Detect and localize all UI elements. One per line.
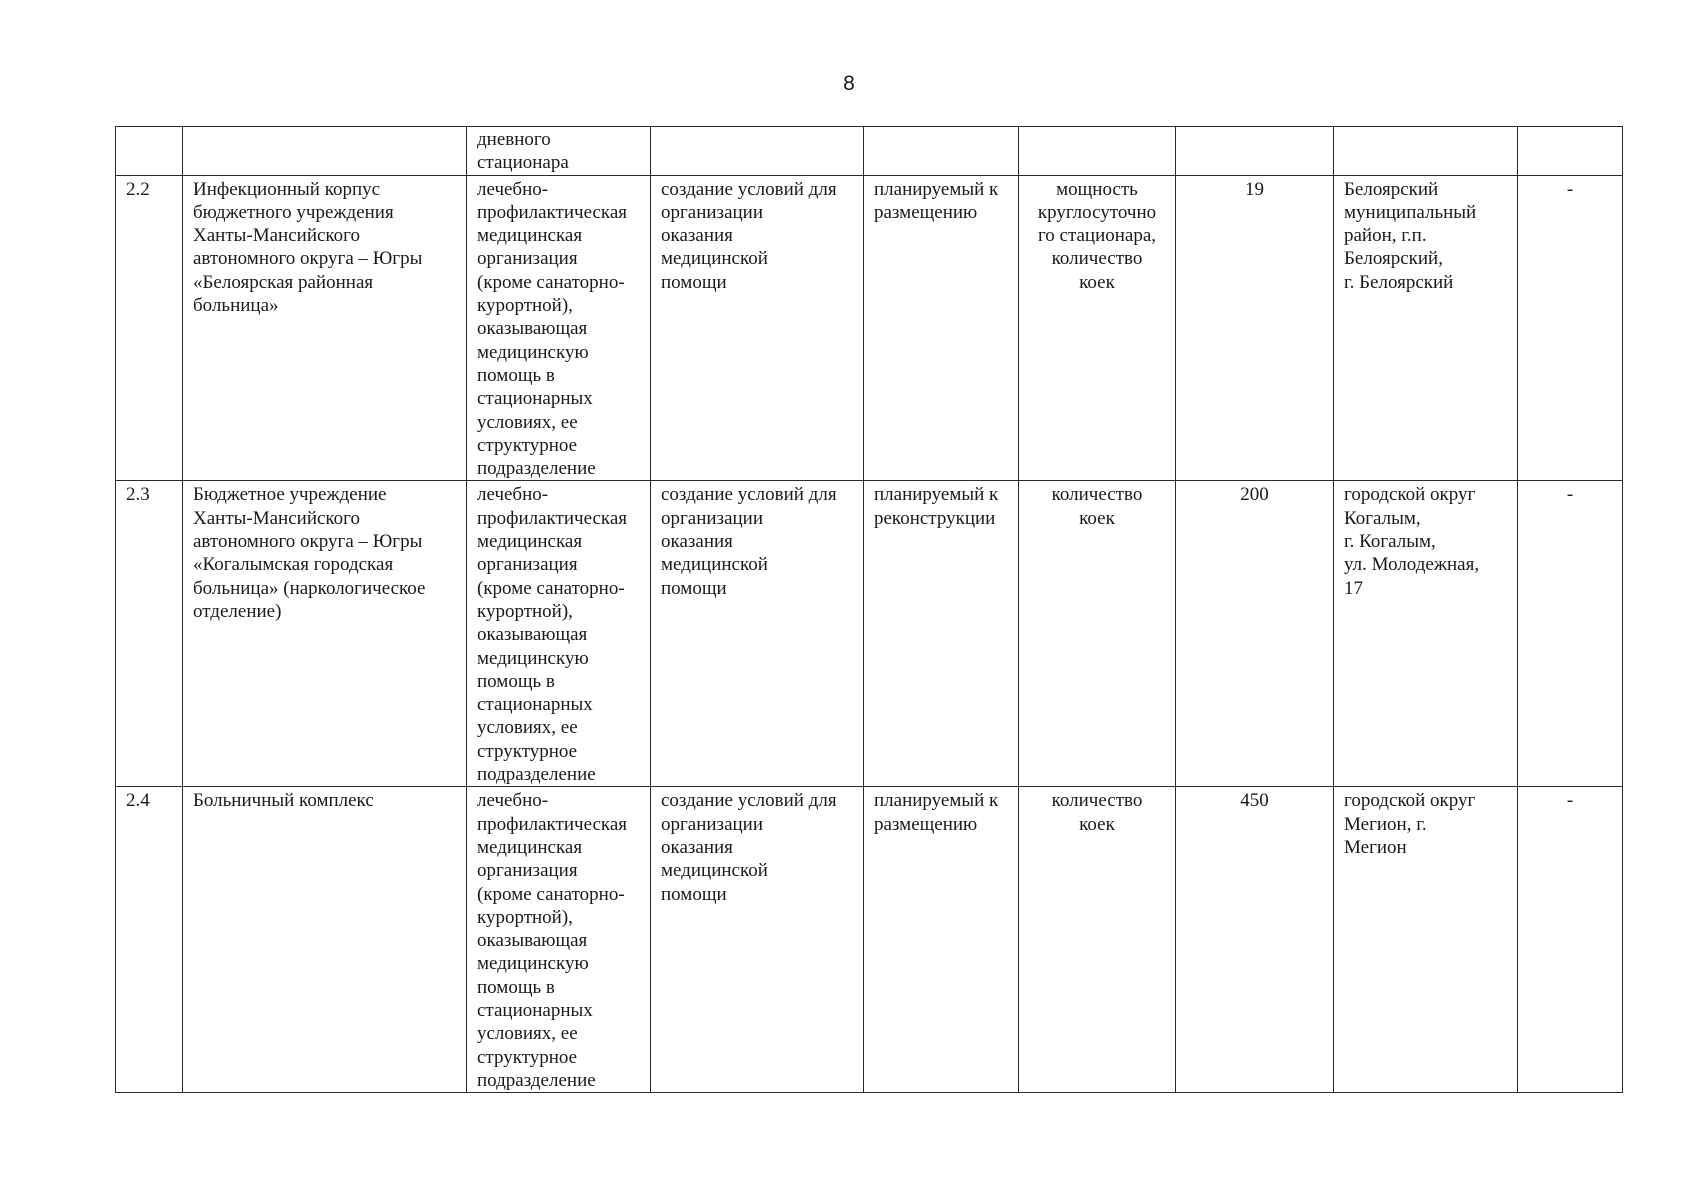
cell-text-line: лечебно-	[477, 484, 549, 506]
table-row-continuation	[116, 127, 1623, 176]
cell-text-line: профилактическая	[477, 507, 628, 529]
cell-purpose	[651, 787, 864, 1093]
cell-text-line: реконструкции	[874, 507, 996, 529]
cell-text-line: медицинской	[661, 860, 768, 882]
cell-text-line: «Когалымская городская	[193, 554, 394, 576]
table-row	[116, 175, 1623, 481]
cell-text-line: медицинская	[477, 531, 583, 553]
cell-text-line: Когалым,	[1344, 507, 1421, 529]
cell-text-line: коек	[1079, 271, 1115, 293]
cell-text-line: профилактическая	[477, 201, 628, 223]
cell-text-line: организации	[661, 813, 764, 835]
cell-text-line: подразделение	[477, 458, 596, 480]
cell-text-line: курортной),	[477, 295, 573, 317]
cell-characteristic	[1019, 175, 1176, 481]
cell-text-line: условиях, ее	[477, 411, 578, 433]
cell-text-line: городской округ	[1344, 790, 1476, 812]
cell-text-line: медицинская	[477, 225, 583, 247]
cell-text-line: лечебно-	[477, 178, 549, 200]
cell-text-line: мощность	[1056, 178, 1138, 200]
cell-text-line: структурное	[477, 434, 578, 456]
cell-text-line: дневного	[477, 129, 551, 150]
cell-text-line: организации	[661, 507, 764, 529]
cell-text-line: бюджетного учреждения	[193, 201, 394, 223]
cell-text-line: (кроме санаторно-	[477, 271, 625, 293]
cell-text-line: оказывающая	[477, 318, 588, 340]
cell-text-line: помощи	[661, 577, 727, 599]
cell-num: 2.4	[116, 787, 183, 1093]
cell-text-line: помощи	[661, 271, 727, 293]
cell-text-line: медицинскую	[477, 341, 589, 363]
cell-type	[467, 787, 651, 1093]
cell-name	[183, 127, 467, 176]
cell-text-line: оказывающая	[477, 930, 588, 952]
cell-text-line: стационарных	[477, 999, 593, 1021]
cell-text-line: медицинскую	[477, 953, 589, 975]
cell-text-line: лечебно-	[477, 790, 549, 812]
cell-status	[864, 175, 1019, 481]
cell-text-line: курортной),	[477, 906, 573, 928]
cell-text-line: больница» (наркологическое	[193, 577, 426, 599]
cell-text-line: создание условий для	[661, 484, 837, 506]
cell-characteristic	[1019, 127, 1176, 176]
cell-text-line: создание условий для	[661, 178, 837, 200]
cell-text-line: оказывающая	[477, 624, 588, 646]
cell-text-line: Ханты-Мансийского	[193, 225, 361, 247]
cell-text-line: профилактическая	[477, 813, 628, 835]
cell-note: -	[1518, 787, 1623, 1093]
cell-value: 19	[1176, 175, 1334, 481]
cell-value	[1176, 127, 1334, 176]
cell-characteristic	[1019, 787, 1176, 1093]
cell-text-line: условиях, ее	[477, 717, 578, 739]
cell-text-line: автономного округа – Югры	[193, 248, 423, 270]
cell-note: -	[1518, 175, 1623, 481]
cell-value: 200	[1176, 481, 1334, 787]
cell-name	[183, 175, 467, 481]
cell-purpose	[651, 175, 864, 481]
cell-text-line: количество	[1051, 790, 1143, 812]
cell-text-line: «Белоярская районная	[193, 271, 374, 293]
cell-value: 450	[1176, 787, 1334, 1093]
cell-text-line: подразделение	[477, 764, 596, 786]
cell-text-line: оказания	[661, 531, 733, 553]
cell-text-line: организации	[661, 201, 764, 223]
cell-text-line: коек	[1079, 813, 1115, 835]
cell-status	[864, 127, 1019, 176]
cell-location	[1334, 127, 1518, 176]
cell-text-line: стационарных	[477, 388, 593, 410]
cell-num: 2.2	[116, 175, 183, 481]
table-row	[116, 481, 1623, 787]
cell-text-line: г. Когалым,	[1344, 531, 1436, 553]
cell-text-line: условиях, ее	[477, 1023, 578, 1045]
cell-text-line: помощь в	[477, 364, 555, 386]
cell-text-line: Бюджетное учреждение	[193, 484, 387, 506]
cell-text-line: г. Белоярский	[1344, 271, 1454, 293]
objects-table	[115, 126, 1623, 1093]
cell-text-line: структурное	[477, 740, 578, 762]
cell-location	[1334, 175, 1518, 481]
cell-type	[467, 481, 651, 787]
cell-text-line: медицинскую	[477, 647, 589, 669]
cell-text-line: Белоярский,	[1344, 248, 1443, 270]
cell-text-line: Белоярский	[1344, 178, 1439, 200]
cell-text-line: отделение)	[193, 600, 282, 622]
cell-status	[864, 481, 1019, 787]
cell-text-line: размещению	[874, 201, 978, 223]
cell-text-line: городской округ	[1344, 484, 1476, 506]
cell-text-line: планируемый к	[874, 790, 999, 812]
cell-text-line: количество	[1051, 484, 1143, 506]
cell-text-line: Инфекционный корпус	[193, 178, 381, 200]
cell-type	[467, 175, 651, 481]
cell-text-line: Мегион	[1344, 836, 1407, 858]
cell-location	[1334, 481, 1518, 787]
cell-text-line: Мегион, г.	[1344, 813, 1427, 835]
cell-text-line: организация	[477, 248, 578, 270]
cell-text-line: помощь в	[477, 670, 555, 692]
cell-text-line: количество	[1051, 248, 1143, 270]
cell-num	[116, 127, 183, 176]
cell-text-line: Ханты-Мансийского	[193, 507, 361, 529]
cell-num: 2.3	[116, 481, 183, 787]
cell-purpose	[651, 481, 864, 787]
cell-purpose	[651, 127, 864, 176]
cell-text-line: помощи	[661, 883, 727, 905]
cell-text-line: помощь в	[477, 976, 555, 998]
cell-location	[1334, 787, 1518, 1093]
cell-name	[183, 481, 467, 787]
cell-text-line: создание условий для	[661, 790, 837, 812]
cell-text-line: (кроме санаторно-	[477, 577, 625, 599]
cell-text-line: структурное	[477, 1046, 578, 1068]
cell-text-line: медицинской	[661, 554, 768, 576]
cell-text-line: медицинская	[477, 836, 583, 858]
cell-text-line: 17	[1344, 577, 1363, 599]
cell-text-line: размещению	[874, 813, 978, 835]
page-number: 8	[843, 72, 855, 95]
cell-text-line: круглосуточно	[1037, 201, 1157, 223]
cell-text-line: (кроме санаторно-	[477, 883, 625, 905]
cell-text-line: медицинской	[661, 248, 768, 270]
cell-characteristic	[1019, 481, 1176, 787]
cell-text-line: планируемый к	[874, 484, 999, 506]
cell-text-line: стационарных	[477, 694, 593, 716]
cell-text-line: го стационара,	[1037, 225, 1157, 247]
cell-text-line: оказания	[661, 225, 733, 247]
cell-text-line: муниципальный	[1344, 201, 1477, 223]
cell-note: -	[1518, 481, 1623, 787]
table-row	[116, 787, 1623, 1093]
cell-text-line: ул. Молодежная,	[1344, 554, 1480, 576]
cell-note	[1518, 127, 1623, 176]
cell-text-line: организация	[477, 860, 578, 882]
cell-text-line: подразделение	[477, 1069, 596, 1091]
cell-text-line: больница»	[193, 295, 279, 317]
cell-status	[864, 787, 1019, 1093]
cell-text-line: Больничный комплекс	[193, 790, 374, 812]
cell-text-line: планируемый к	[874, 178, 999, 200]
cell-text-line: организация	[477, 554, 578, 576]
cell-text-line: коек	[1079, 507, 1115, 529]
cell-type	[467, 127, 651, 176]
cell-name	[183, 787, 467, 1093]
cell-text-line: курортной),	[477, 600, 573, 622]
cell-text-line: район, г.п.	[1344, 225, 1427, 247]
cell-text-line: стационара	[477, 152, 569, 174]
cell-text-line: автономного округа – Югры	[193, 531, 423, 553]
cell-text-line: оказания	[661, 836, 733, 858]
